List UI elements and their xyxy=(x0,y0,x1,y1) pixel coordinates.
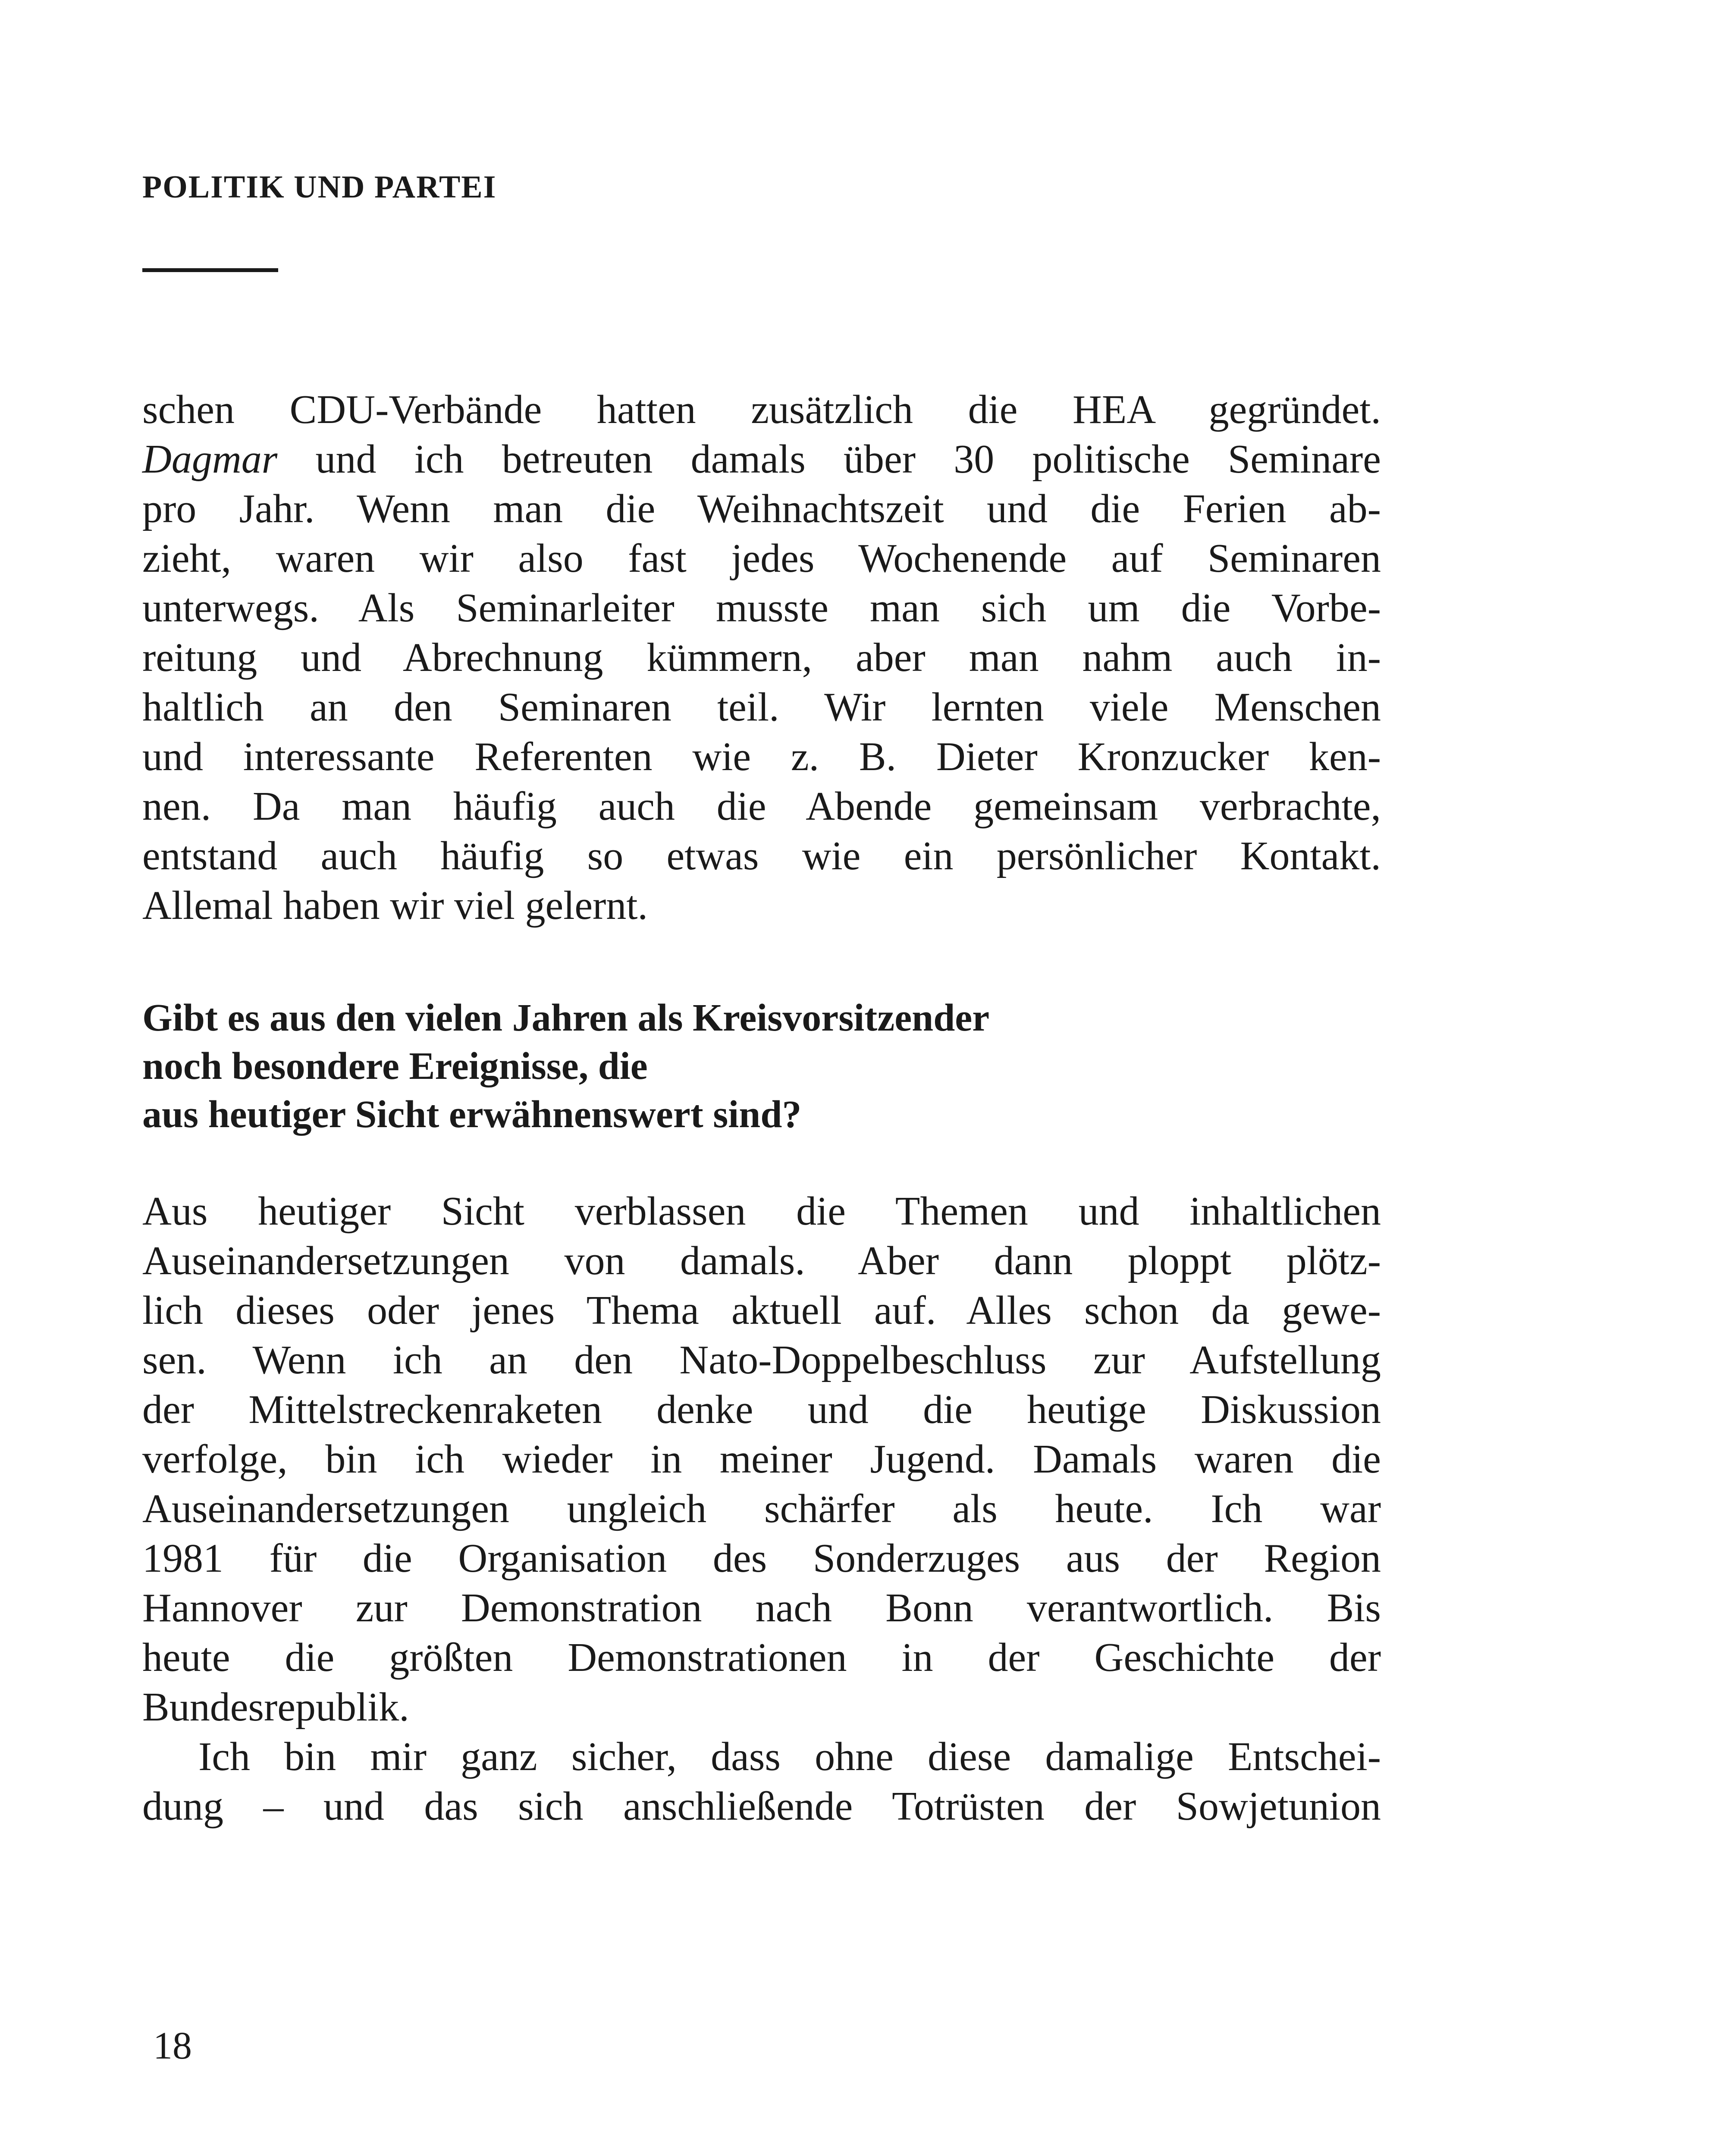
line-text: dung – und das sich anschließende Totrüsten der Sowjetunion xyxy=(142,1784,1381,1829)
text-line xyxy=(142,683,1381,732)
text-line xyxy=(142,831,1381,881)
line-text: Auseinandersetzungen ungleich schärfer als heute. Ich war xyxy=(142,1486,1381,1531)
line-text: entstand auch häufig so etwas wie ein persönlicher Kontakt. xyxy=(142,834,1381,878)
line-text: zieht, waren wir also fast jedes Wochenende auf Seminaren xyxy=(142,536,1381,581)
line-text: schen CDU-Verbände hatten zusätzlich die HEA gegründet. xyxy=(142,387,1381,432)
text-line xyxy=(142,1484,1381,1534)
text-line xyxy=(142,1633,1381,1683)
text-line xyxy=(142,1187,1381,1236)
text-line xyxy=(142,1534,1381,1583)
line-text: und interessante Referenten wie z. B. Dieter Kronzucker ken- xyxy=(142,734,1381,779)
line-text: Allemal haben wir viel gelernt. xyxy=(142,883,648,928)
text-line xyxy=(142,1335,1381,1385)
header-rule xyxy=(142,268,278,272)
line-text: Auseinandersetzungen von damals. Aber dann ploppt plötz- xyxy=(142,1238,1381,1283)
line-text: Hannover zur Demonstration nach Bonn verantwortlich. Bis xyxy=(142,1586,1381,1630)
body-paragraph-2 xyxy=(142,1187,1381,1732)
line-text: sen. Wenn ich an den Nato-Doppelbeschluss zur Aufstellung xyxy=(142,1338,1381,1382)
text-line xyxy=(142,633,1381,683)
question-line: noch besondere Ereignisse, die xyxy=(142,1045,648,1087)
line-text: reitung und Abrechnung kümmern, aber man nahm auch in- xyxy=(142,635,1381,680)
text-line xyxy=(142,385,1381,435)
line-text: heute die größten Demonstrationen in der Geschichte der xyxy=(142,1635,1381,1680)
body-paragraph-3 xyxy=(142,1732,1381,1831)
line-text: 1981 für die Organisation des Sonderzuges aus der Region xyxy=(142,1536,1381,1581)
page-number: 18 xyxy=(153,2024,192,2067)
text-line xyxy=(142,782,1381,831)
text-line xyxy=(142,1782,1381,1831)
line-text: Bundesrepublik. xyxy=(142,1685,409,1730)
text-line xyxy=(142,1732,1381,1782)
emphasized-name: Dagmar xyxy=(142,437,278,482)
text-line xyxy=(142,435,1381,484)
text-line xyxy=(142,1435,1381,1484)
text-line xyxy=(142,534,1381,583)
text-line xyxy=(142,1236,1381,1286)
text-line xyxy=(142,1286,1381,1335)
line-text: nen. Da man häufig auch die Abende gemeinsam verbrachte, xyxy=(142,784,1381,829)
text-line xyxy=(142,1683,1381,1732)
line-text: verfolge, bin ich wieder in meiner Jugend. Damals waren die xyxy=(142,1437,1381,1482)
line-text: Aus heutiger Sicht verblassen die Themen und inhaltlichen xyxy=(142,1189,1381,1234)
text-line xyxy=(142,484,1381,534)
question-line: Gibt es aus den vielen Jahren als Kreisvorsitzender xyxy=(142,997,990,1039)
line-text: haltlich an den Seminaren teil. Wir lernten viele Menschen xyxy=(142,685,1381,730)
question-line: aus heutiger Sicht erwähnenswert sind? xyxy=(142,1093,802,1136)
line-text: der Mittelstreckenraketen denke und die heutige Diskussion xyxy=(142,1387,1381,1432)
question-heading xyxy=(142,994,989,1139)
body-paragraph-1 xyxy=(142,385,1381,931)
line-text: lich dieses oder jenes Thema aktuell auf. Alles schon da gewe- xyxy=(142,1288,1381,1333)
text-line xyxy=(142,732,1381,782)
text-line xyxy=(142,1583,1381,1633)
line-text: und ich betreuten damals über 30 politische Seminare xyxy=(315,437,1381,482)
text-line xyxy=(142,881,1381,931)
text-line xyxy=(142,1385,1381,1435)
line-text: Ich bin mir ganz sicher, dass ohne diese damalige Entschei- xyxy=(198,1734,1381,1779)
line-text: unterwegs. Als Seminarleiter musste man sich um die Vorbe- xyxy=(142,586,1381,630)
section-header: POLITIK UND PARTEI xyxy=(142,169,497,205)
text-line xyxy=(142,583,1381,633)
line-text: pro Jahr. Wenn man die Weihnachtszeit und die Ferien ab- xyxy=(142,486,1381,531)
